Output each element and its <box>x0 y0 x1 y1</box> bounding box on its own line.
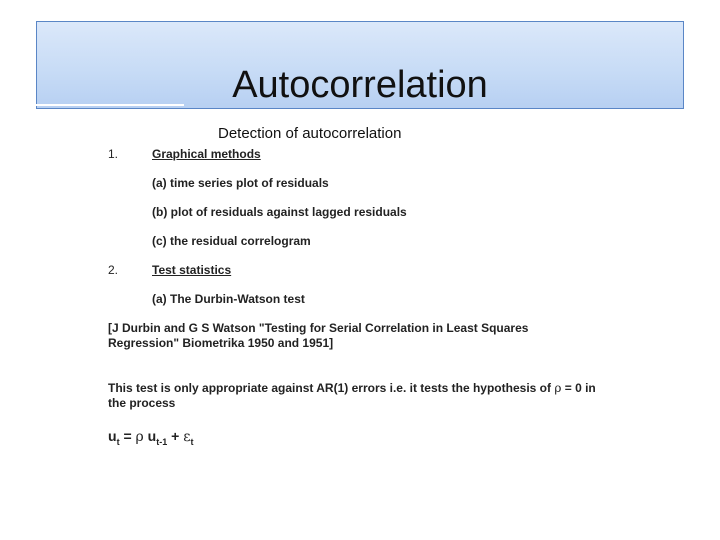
note-text-post: = 0 in <box>561 381 596 395</box>
eq-equals: = <box>119 428 136 444</box>
rho-symbol: ρ <box>554 381 562 395</box>
eq-sub-t: t <box>116 436 120 447</box>
reference-line-1: [J Durbin and G S Watson "Testing for Serial Correlation in Least Squares <box>108 321 529 335</box>
eq-sub-t2: t <box>190 436 194 447</box>
eq-u: u <box>108 428 117 444</box>
note-line-2: the process <box>108 396 176 410</box>
section1-number: 1. <box>108 147 119 161</box>
ar1-equation <box>108 428 193 447</box>
reference-line-2: Regression" Biometrika 1950 and 1951] <box>108 336 334 350</box>
eq-plus: + <box>167 428 184 444</box>
slide-subtitle: Detection of autocorrelation <box>218 125 402 142</box>
section2-item-a: (a) The Durbin-Watson test <box>152 292 305 306</box>
eq-epsilon: ε <box>183 429 191 445</box>
title-banner <box>36 21 684 109</box>
section2-heading: Test statistics <box>152 263 232 277</box>
section1-heading: Graphical methods <box>152 147 261 161</box>
eq-sub-t-minus-1: t-1 <box>156 436 168 447</box>
note-line-1 <box>108 381 596 395</box>
section1-item-c: (c) the residual correlogram <box>152 234 311 248</box>
section2-number: 2. <box>108 263 119 277</box>
eq-rho: ρ <box>135 429 144 445</box>
note-text-pre: This test is only appropriate against AR(1) errors i.e. it tests the hypothesis of <box>108 381 555 395</box>
slide-title: Autocorrelation <box>232 64 488 106</box>
section1-item-b: (b) plot of residuals against lagged residuals <box>152 205 407 219</box>
title-accent-line <box>36 104 184 106</box>
section1-item-a: (a) time series plot of residuals <box>152 176 329 190</box>
eq-u2: u <box>147 428 157 444</box>
